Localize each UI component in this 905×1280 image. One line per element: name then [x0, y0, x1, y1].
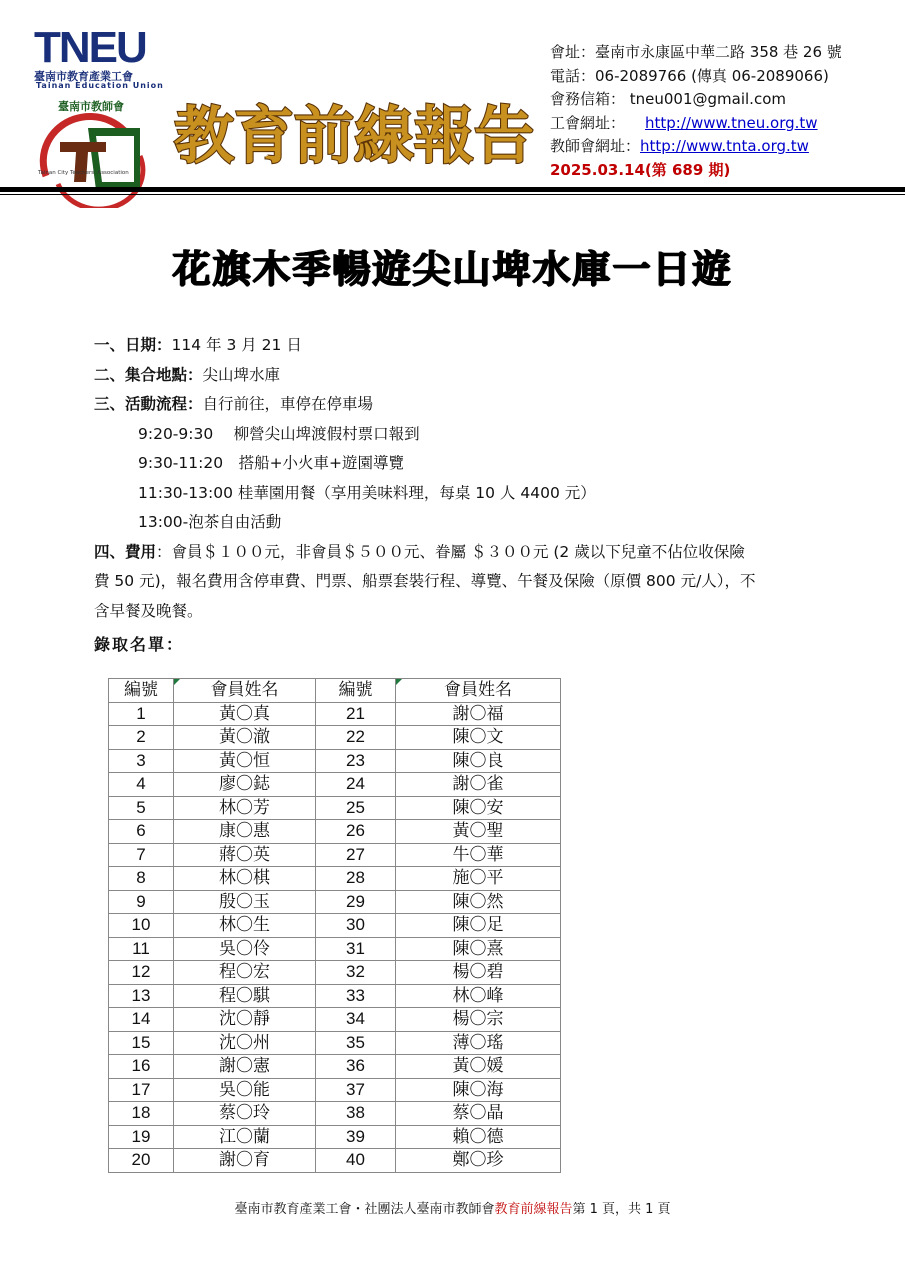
- member-number: 8: [109, 867, 174, 891]
- flow-label: 三、活動流程：: [94, 395, 203, 413]
- member-name: 黃〇媛: [396, 1055, 561, 1079]
- member-name: 陳〇熹: [396, 937, 561, 961]
- masthead-text: 教育前線報告: [174, 99, 534, 172]
- member-name: 林〇芳: [174, 796, 316, 820]
- member-name: 黃〇聖: [396, 820, 561, 844]
- flow-value: 自行前往，車停在停車場: [202, 395, 374, 413]
- member-name: 林〇棋: [174, 867, 316, 891]
- table-row: [109, 773, 561, 797]
- member-name: 林〇峰: [396, 984, 561, 1008]
- member-number: 20: [109, 1149, 174, 1173]
- tta-name-en: Tainan City Teachers' Association: [38, 170, 129, 176]
- member-name: 廖〇鋕: [174, 773, 316, 797]
- table-row: [109, 1008, 561, 1032]
- event-details: [94, 331, 864, 626]
- table-row: [109, 890, 561, 914]
- schedule-item: 13:00-泡茶自由活動: [138, 513, 282, 531]
- fee-text-2: 費 50 元)，報名費用含停車費、門票、船票套裝行程、導覽、午餐及保險（原價 800 元/人），不: [94, 572, 756, 590]
- place-label: 二、集合地點：: [94, 365, 203, 384]
- footer-publication: 教育前線報告: [494, 1202, 573, 1217]
- email: 會務信箱： tneu001@gmail.com: [550, 90, 786, 109]
- member-name: 陳〇良: [396, 749, 561, 773]
- member-number: 31: [316, 937, 396, 961]
- table-row: [109, 1102, 561, 1126]
- member-number: 23: [316, 749, 396, 773]
- member-number: 21: [316, 702, 396, 726]
- header-divider: [0, 187, 905, 192]
- issue-date: 2025.03.14(第 689 期): [550, 160, 731, 179]
- member-number: 5: [109, 796, 174, 820]
- member-number: 22: [316, 726, 396, 750]
- member-name: 蔡〇玲: [174, 1102, 316, 1126]
- date-value: 114 年 3 月 21 日: [171, 336, 302, 354]
- fee-text-1: ：會員＄１００元，非會員＄５００元、眷屬 ＄３００元 (2 歲以下兒童不佔位收保險: [156, 542, 745, 561]
- schedule-item: 11:30-13:00 桂華園用餐（享用美味料理，每桌 10 人 4400 元）: [138, 483, 596, 502]
- footer-org: 臺南市教育產業工會・社團法人臺南市教師會: [234, 1202, 495, 1217]
- schedule-item: 9:20-9:30 柳營尖山埤渡假村票口報到: [138, 424, 420, 443]
- member-number: 12: [109, 961, 174, 985]
- table-row: [109, 1078, 561, 1102]
- member-number: 2: [109, 726, 174, 750]
- member-name: 蔡〇晶: [396, 1102, 561, 1126]
- member-name: 江〇蘭: [174, 1125, 316, 1149]
- table-row: [109, 726, 561, 750]
- member-name: 謝〇育: [174, 1149, 316, 1173]
- header-number: 編號: [109, 679, 174, 703]
- date-line: [94, 331, 864, 361]
- union-name-zh: 臺南市教育產業工會: [34, 70, 133, 83]
- member-number: 4: [109, 773, 174, 797]
- member-name: 謝〇憲: [174, 1055, 316, 1079]
- header-member-name: 會員姓名: [396, 679, 561, 703]
- member-number: 38: [316, 1102, 396, 1126]
- table-row: [109, 1125, 561, 1149]
- member-number: 30: [316, 914, 396, 938]
- member-number: 32: [316, 961, 396, 985]
- member-name: 陳〇海: [396, 1078, 561, 1102]
- member-name: 薄〇瑤: [396, 1031, 561, 1055]
- member-number: 36: [316, 1055, 396, 1079]
- roster-table: [108, 678, 561, 1173]
- member-name: 殷〇玉: [174, 890, 316, 914]
- footer-page: 第 1 頁，共 1 頁: [572, 1202, 671, 1217]
- member-name: 黃〇恒: [174, 749, 316, 773]
- member-number: 10: [109, 914, 174, 938]
- member-number: 35: [316, 1031, 396, 1055]
- member-name: 陳〇足: [396, 914, 561, 938]
- member-number: 26: [316, 820, 396, 844]
- table-row: [109, 820, 561, 844]
- member-name: 沈〇州: [174, 1031, 316, 1055]
- member-name: 鄭〇珍: [396, 1149, 561, 1173]
- member-number: 14: [109, 1008, 174, 1032]
- member-number: 17: [109, 1078, 174, 1102]
- member-number: 27: [316, 843, 396, 867]
- schedule-item: 9:30-11:20 搭船+小火車+遊園導覽: [138, 454, 405, 472]
- fee-text-3: 含早餐及晚餐。: [94, 601, 203, 620]
- member-number: 7: [109, 843, 174, 867]
- member-number: 29: [316, 890, 396, 914]
- table-row: [109, 1149, 561, 1173]
- member-number: 13: [109, 984, 174, 1008]
- roster-body: [109, 702, 561, 1172]
- place-line: [94, 361, 864, 391]
- table-row: [109, 914, 561, 938]
- table-row: [109, 843, 561, 867]
- member-number: 9: [109, 890, 174, 914]
- member-number: 3: [109, 749, 174, 773]
- member-name: 黃〇真: [174, 702, 316, 726]
- tneu-logo: TNEU: [34, 23, 146, 72]
- member-name: 吳〇伶: [174, 937, 316, 961]
- header-member-name: 會員姓名: [174, 679, 316, 703]
- member-name: 牛〇華: [396, 843, 561, 867]
- member-number: 34: [316, 1008, 396, 1032]
- member-number: 1: [109, 702, 174, 726]
- member-number: 24: [316, 773, 396, 797]
- member-name: 謝〇福: [396, 702, 561, 726]
- member-number: 15: [109, 1031, 174, 1055]
- member-number: 16: [109, 1055, 174, 1079]
- union-name-en: Tainan Education Union: [36, 81, 164, 90]
- member-name: 康〇惠: [174, 820, 316, 844]
- union-site-label: 工會網址：: [550, 113, 626, 132]
- member-number: 28: [316, 867, 396, 891]
- union-site-link[interactable]: http://www.tneu.org.tw: [645, 113, 818, 132]
- member-number: 39: [316, 1125, 396, 1149]
- table-row: [109, 1055, 561, 1079]
- table-row: [109, 867, 561, 891]
- member-name: 謝〇雀: [396, 773, 561, 797]
- table-row: [109, 702, 561, 726]
- contact-info: [550, 41, 842, 183]
- member-number: 40: [316, 1149, 396, 1173]
- member-number: 11: [109, 937, 174, 961]
- member-number: 18: [109, 1102, 174, 1126]
- member-name: 蔣〇英: [174, 843, 316, 867]
- member-number: 33: [316, 984, 396, 1008]
- header-number: 編號: [316, 679, 396, 703]
- table-row: [109, 984, 561, 1008]
- document-title: 花旗木季暢遊尖山埤水庫一日遊: [172, 247, 733, 291]
- header-divider-thin: [0, 194, 905, 195]
- tneu-logo-block: [34, 23, 166, 186]
- member-name: 賴〇德: [396, 1125, 561, 1149]
- table-header-row: [109, 679, 561, 703]
- member-name: 施〇平: [396, 867, 561, 891]
- flow-line: [94, 390, 864, 420]
- table-row: [109, 937, 561, 961]
- table-row: [109, 796, 561, 820]
- member-number: 19: [109, 1125, 174, 1149]
- member-name: 陳〇然: [396, 890, 561, 914]
- member-name: 吳〇能: [174, 1078, 316, 1102]
- member-name: 陳〇文: [396, 726, 561, 750]
- date-label: 一、日期：: [94, 336, 172, 354]
- roster-label: 錄取名單：: [94, 635, 185, 654]
- tta-name-zh: 臺南市教師會: [58, 100, 124, 113]
- member-name: 沈〇靜: [174, 1008, 316, 1032]
- member-name: 程〇宏: [174, 961, 316, 985]
- place-value: 尖山埤水庫: [202, 365, 281, 384]
- member-number: 6: [109, 820, 174, 844]
- table-row: [109, 961, 561, 985]
- page-footer: [0, 1198, 905, 1217]
- table-row: [109, 749, 561, 773]
- tta-site-label: 教師會網址：: [550, 137, 641, 156]
- fee-label: 四、費用: [94, 542, 157, 561]
- member-name: 陳〇安: [396, 796, 561, 820]
- member-name: 楊〇宗: [396, 1008, 561, 1032]
- tta-site-link[interactable]: http://www.tnta.org.tw: [640, 137, 809, 156]
- table-row: [109, 1031, 561, 1055]
- fee-line-1: [94, 538, 864, 568]
- address: 會址：臺南市永康區中華二路 358 巷 26 號: [550, 43, 842, 61]
- phone: 電話：06-2089766 (傳真 06-2089066): [550, 66, 829, 85]
- member-number: 37: [316, 1078, 396, 1102]
- member-name: 楊〇碧: [396, 961, 561, 985]
- member-name: 黃〇澈: [174, 726, 316, 750]
- masthead-title: [170, 45, 540, 175]
- member-name: 林〇生: [174, 914, 316, 938]
- member-name: 程〇騏: [174, 984, 316, 1008]
- member-number: 25: [316, 796, 396, 820]
